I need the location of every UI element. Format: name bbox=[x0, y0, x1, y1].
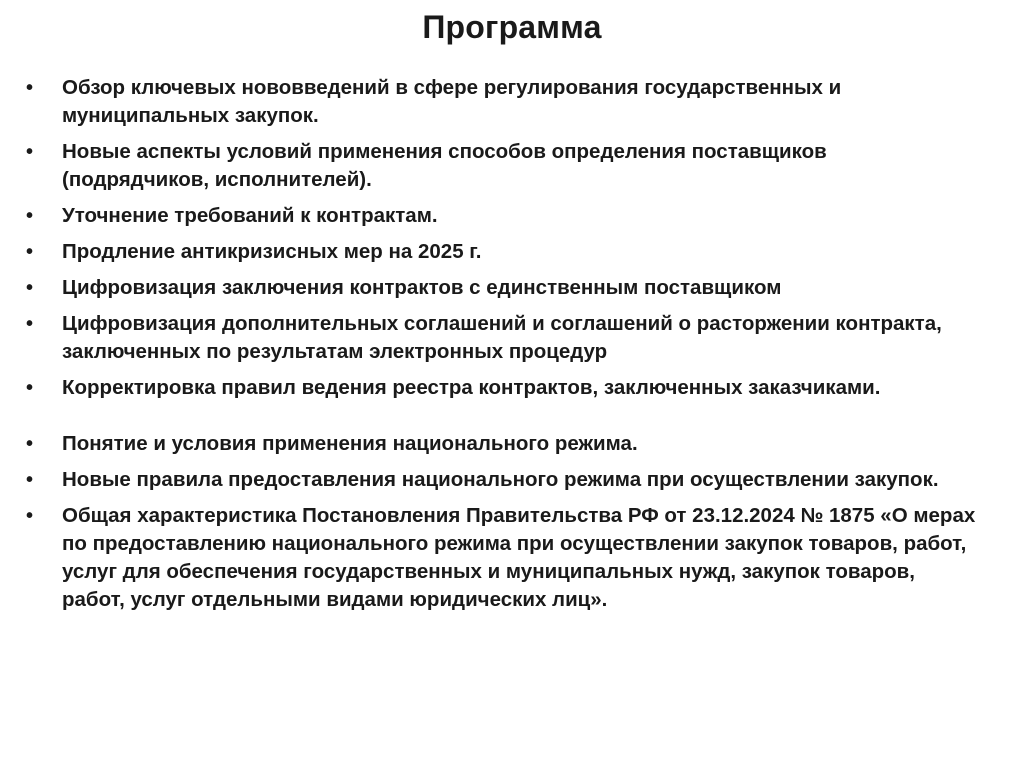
list-item bbox=[26, 202, 976, 230]
list-item bbox=[26, 430, 976, 458]
list-item-text: Корректировка правил ведения реестра контрактов, заключенных заказчиками. bbox=[62, 376, 881, 399]
list-item-text: Общая характеристика Постановления Правительства РФ от 23.12.2024 № 1875 «О мерах по предоставлению национального режима при осуществлении закупок товаров, работ, услуг для обеспечения государственных и муниципальных нужд, закупок товаров, работ, услуг отдельными видами юридических лиц». bbox=[62, 504, 976, 611]
bullet-icon: • bbox=[26, 277, 34, 299]
list-item-text: Продление антикризисных мер на 2025 г. bbox=[62, 240, 482, 263]
list-item-text: Обзор ключевых нововведений в сфере регулирования государственных и муниципальных закупок. bbox=[62, 76, 842, 127]
list-item bbox=[26, 374, 976, 402]
list-item-text: Новые правила предоставления национального режима при осуществлении закупок. bbox=[62, 468, 939, 491]
slide-title: Программа bbox=[422, 9, 602, 45]
list-item bbox=[26, 238, 976, 266]
bullet-icon: • bbox=[26, 505, 34, 527]
bullet-icon: • bbox=[26, 377, 34, 399]
list-item bbox=[26, 502, 976, 614]
list-item bbox=[26, 274, 976, 302]
list-item bbox=[26, 466, 976, 494]
list-item bbox=[26, 310, 976, 366]
bullet-icon: • bbox=[26, 205, 34, 227]
program-list bbox=[26, 74, 976, 622]
bullet-icon: • bbox=[26, 313, 34, 335]
bullet-icon: • bbox=[26, 141, 34, 163]
bullet-icon: • bbox=[26, 433, 34, 455]
list-item bbox=[26, 74, 976, 130]
list-item-text: Новые аспекты условий применения способов определения поставщиков (подрядчиков, исполнителей). bbox=[62, 140, 827, 191]
list-item-text: Цифровизация дополнительных соглашений и соглашений о расторжении контракта, заключенных по результатам электронных процедур bbox=[62, 312, 942, 363]
bullet-icon: • bbox=[26, 77, 34, 99]
list-item-text: Уточнение требований к контрактам. bbox=[62, 204, 438, 227]
list-item-text: Понятие и условия применения национального режима. bbox=[62, 432, 638, 455]
bullet-icon: • bbox=[26, 469, 34, 491]
list-item-text: Цифровизация заключения контрактов с единственным поставщиком bbox=[62, 276, 782, 299]
bullet-icon: • bbox=[26, 241, 34, 263]
list-item bbox=[26, 138, 976, 194]
